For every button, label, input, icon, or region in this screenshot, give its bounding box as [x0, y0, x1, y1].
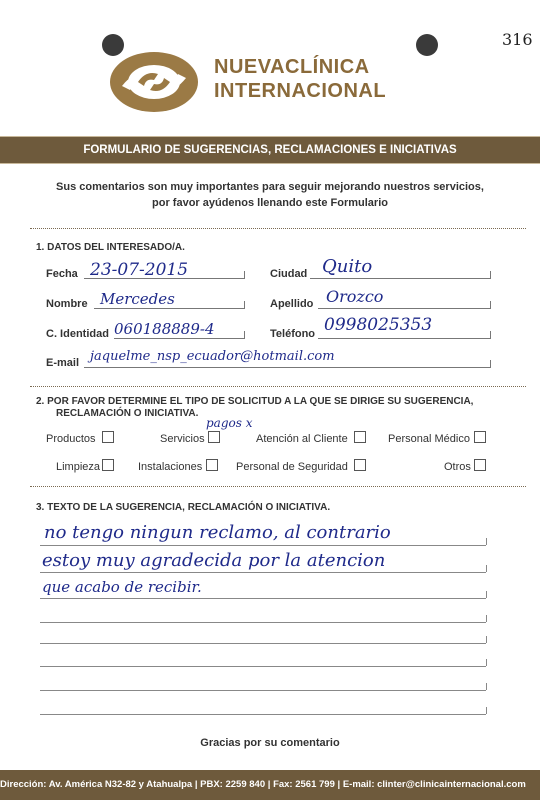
nombre-line: [94, 308, 244, 309]
nombre-label: Nombre: [46, 298, 88, 310]
complaint-text-line-2[interactable]: estoy muy agradecida por la atencion: [42, 550, 386, 571]
email-line-tick: [490, 360, 491, 368]
write-line-1-tick: [486, 538, 487, 545]
option-servicios-label: Servicios: [160, 433, 205, 445]
option-personal-medico-label: Personal Médico: [388, 433, 470, 445]
telefono-line: [318, 338, 490, 339]
divider-1: [30, 228, 526, 229]
section-2-title-line-2: RECLAMACIÓN O INICIATIVA.: [56, 408, 199, 419]
logo-icon: [108, 50, 200, 114]
email-line: [84, 367, 490, 368]
telefono-label: Teléfono: [270, 328, 316, 340]
ciudad-value[interactable]: Quito: [322, 256, 373, 277]
option-otros-checkbox[interactable]: [474, 459, 486, 471]
footer-address: Dirección: Av. América N32-82 y Atahualpa: [0, 779, 193, 790]
write-line-3-tick: [486, 591, 487, 598]
telefono-value[interactable]: 0998025353: [324, 315, 433, 335]
write-line-7: [40, 690, 486, 691]
cedula-label: C. Identidad: [46, 328, 109, 340]
apellido-value[interactable]: Orozco: [326, 287, 384, 306]
write-line-8-tick: [486, 707, 487, 714]
divider-2: [30, 386, 526, 387]
write-line-2: [40, 572, 486, 573]
option-instalaciones-checkbox[interactable]: [206, 459, 218, 471]
fecha-line-tick: [244, 271, 245, 279]
option-productos-checkbox[interactable]: [102, 431, 114, 443]
option-atencion-label: Atención al Cliente: [256, 433, 348, 445]
form-title: FORMULARIO DE SUGERENCIAS, RECLAMACIONES E INICIATIVAS: [83, 144, 457, 156]
footer-separator-3: |: [337, 779, 343, 790]
option-atencion-checkbox[interactable]: [354, 431, 366, 443]
write-line-5: [40, 643, 486, 644]
intro-line-1: Sus comentarios son muy importantes para seguir mejorando nuestros servicios,: [56, 181, 484, 193]
complaint-text-line-3[interactable]: que acabo de recibir.: [42, 578, 202, 596]
footer-bar: [0, 770, 540, 800]
email-label: E-mail: [46, 357, 80, 369]
footer-separator-2: |: [267, 779, 274, 790]
option-instalaciones-label: Instalaciones: [138, 461, 203, 473]
option-limpieza-label: Limpieza: [56, 461, 101, 473]
servicios-note: pagos x: [206, 416, 253, 430]
section-1-title: 1. DATOS DEL INTERESADO/A.: [36, 242, 185, 253]
write-line-5-tick: [486, 636, 487, 643]
option-productos-label: Productos: [46, 433, 96, 445]
option-seguridad-checkbox[interactable]: [354, 459, 366, 471]
nombre-line-tick: [244, 301, 245, 309]
option-servicios-checkbox[interactable]: [208, 431, 220, 443]
write-line-1: [40, 545, 486, 546]
option-otros-label: Otros: [444, 461, 471, 473]
write-line-8: [40, 714, 486, 715]
clinic-logo: [108, 50, 200, 114]
cedula-line: [114, 338, 244, 339]
write-line-2-tick: [486, 565, 487, 572]
cedula-value[interactable]: 060188889-4: [114, 320, 215, 338]
apellido-label: Apellido: [270, 298, 314, 310]
option-limpieza-checkbox[interactable]: [102, 459, 114, 471]
write-line-6: [40, 666, 486, 667]
section-2-title-line-1: 2. POR FAVOR DETERMINE EL TIPO DE SOLICITUD A LA QUE SE DIRIGE SU SUGERENCIA,: [36, 396, 474, 407]
binder-hole-right: [416, 34, 438, 56]
write-line-3: [40, 598, 486, 599]
brand-name-bottom: INTERNACIONAL: [214, 80, 387, 102]
fecha-label: Fecha: [46, 268, 78, 280]
write-line-7-tick: [486, 683, 487, 690]
fecha-value[interactable]: 23-07-2015: [90, 260, 189, 280]
complaint-text-line-1[interactable]: no tengo ningun reclamo, al contrario: [44, 522, 391, 543]
form-title-banner: [0, 136, 540, 164]
nombre-value[interactable]: Mercedes: [100, 290, 175, 308]
divider-3: [30, 486, 526, 487]
brand-name-top: NUEVACLÍNICA: [214, 56, 370, 78]
ciudad-label: Ciudad: [270, 268, 308, 280]
write-line-4-tick: [486, 615, 487, 622]
footer-fax: Fax: 2561 799: [273, 779, 335, 790]
ciudad-line: [310, 278, 490, 279]
telefono-line-tick: [490, 331, 491, 339]
write-line-6-tick: [486, 659, 487, 666]
closing-text: Gracias por su comentario: [200, 737, 340, 749]
footer-separator-1: |: [194, 779, 201, 790]
section-3-title: 3. TEXTO DE LA SUGERENCIA, RECLAMACIÓN O INICIATIVA.: [36, 502, 331, 513]
cedula-line-tick: [244, 331, 245, 339]
apellido-line: [318, 308, 490, 309]
page-number: 316: [502, 30, 533, 49]
option-personal-medico-checkbox[interactable]: [474, 431, 486, 443]
option-seguridad-label: Personal de Seguridad: [236, 461, 348, 473]
email-value[interactable]: jaquelme_nsp_ecuador@hotmail.com: [90, 349, 335, 364]
ciudad-line-tick: [490, 271, 491, 279]
apellido-line-tick: [490, 301, 491, 309]
intro-line-2: por favor ayúdenos llenando este Formulario: [152, 197, 388, 209]
footer-pbx: PBX: 2259 840: [200, 779, 266, 790]
write-line-4: [40, 622, 486, 623]
footer-email: E-mail: clinter@clinicainternacional.com: [342, 779, 526, 790]
